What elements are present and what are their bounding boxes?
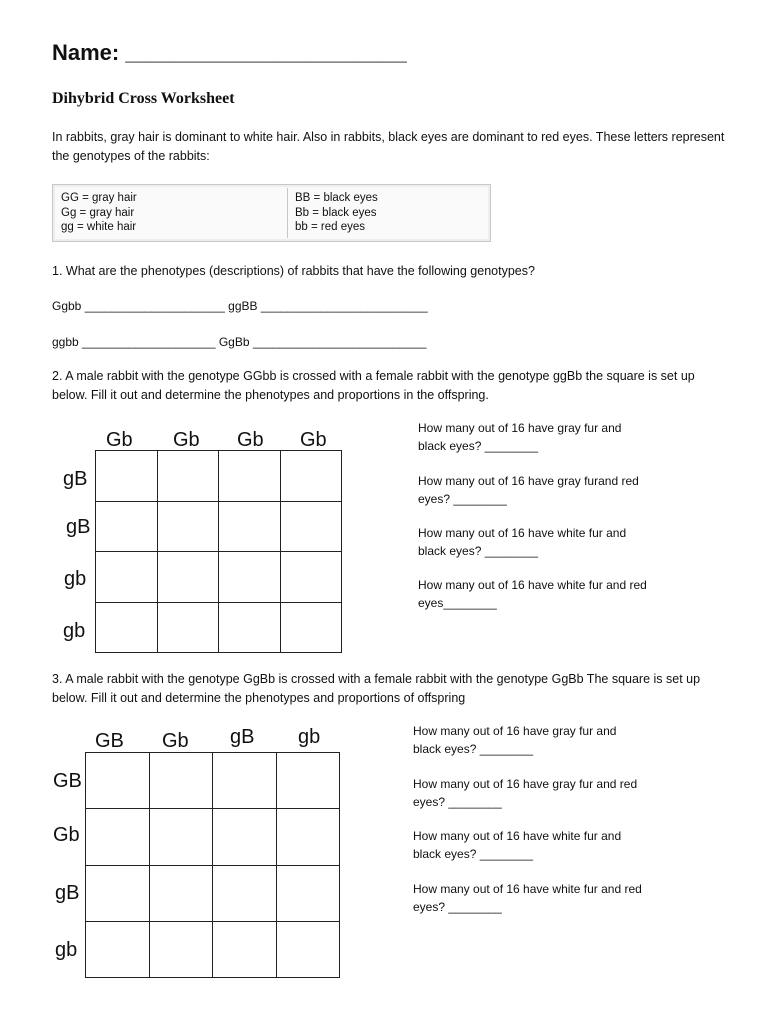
grid-cell[interactable] — [276, 809, 340, 865]
q3-count-question[interactable]: How many out of 16 have white fur and red eyes? ________ — [413, 882, 642, 914]
grid-cell[interactable] — [86, 921, 150, 977]
grid-cell[interactable] — [157, 552, 219, 603]
grid-cell[interactable] — [276, 865, 340, 921]
grid-cell[interactable] — [213, 865, 277, 921]
q2-count-question[interactable]: How many out of 16 have white fur and red eyes________ — [418, 578, 647, 610]
q2-side-allele: gb — [64, 568, 87, 590]
eyes-key — [295, 191, 378, 235]
q2-side-allele: gb — [63, 620, 86, 642]
q3-count-question[interactable]: How many out of 16 have white fur and black eyes? ________ — [413, 829, 622, 861]
hair-key-item: gg = white hair — [61, 221, 137, 233]
grid-cell[interactable] — [86, 865, 150, 921]
grid-cell[interactable] — [280, 501, 342, 552]
grid-cell[interactable] — [219, 602, 281, 653]
hair-key-item: Gg = gray hair — [61, 206, 135, 219]
grid-cell[interactable] — [157, 501, 219, 552]
q2-top-allele: Gb — [300, 429, 327, 451]
q3-count-question[interactable]: How many out of 16 have gray fur and red eyes? ________ — [413, 777, 638, 809]
question-2: 2. A male rabbit with the genotype GGbb is crossed with a female rabbit with the genotype ggBb the square is set up below. Fill it out and determine the phenotypes and proportions in the offspring. — [52, 369, 695, 402]
grid-cell[interactable] — [213, 921, 277, 977]
q2-count-question[interactable]: How many out of 16 have gray furand red eyes? ________ — [418, 474, 639, 506]
q3-count-question[interactable]: How many out of 16 have gray fur and black eyes? ________ — [413, 724, 617, 756]
grid-cell[interactable] — [86, 753, 150, 809]
q1-answer-row-1[interactable]: Ggbb _____________________ ggBB _________________________ — [52, 299, 428, 313]
q3-top-allele: Gb — [162, 730, 189, 752]
grid-cell[interactable] — [96, 552, 158, 603]
q3-side-allele: Gb — [53, 824, 80, 846]
grid-cell[interactable] — [149, 921, 213, 977]
q2-top-allele: Gb — [173, 429, 200, 451]
grid-cell[interactable] — [213, 753, 277, 809]
grid-cell[interactable] — [280, 602, 342, 653]
grid-cell[interactable] — [219, 451, 281, 502]
grid-cell[interactable] — [149, 753, 213, 809]
eyes-key-item: bb = red eyes — [295, 221, 366, 233]
grid-cell[interactable] — [276, 753, 340, 809]
question-1: 1. What are the phenotypes (descriptions) of rabbits that have the following genotypes? — [52, 264, 535, 278]
intro-text: In rabbits, gray hair is dominant to white hair. Also in rabbits, black eyes are dominant to red eyes. These letters represent the genotypes of the rabbits: — [52, 130, 725, 163]
q2-count-question[interactable]: How many out of 16 have white fur and black eyes? ________ — [418, 526, 627, 558]
grid-cell[interactable] — [149, 865, 213, 921]
q2-top-allele: Gb — [237, 429, 264, 451]
grid-cell[interactable] — [219, 552, 281, 603]
grid-cell[interactable] — [96, 451, 158, 502]
q3-side-allele: gb — [55, 939, 78, 961]
q2-grid — [95, 450, 342, 653]
grid-cell[interactable] — [276, 921, 340, 977]
grid-cell[interactable] — [157, 602, 219, 653]
grid-cell[interactable] — [280, 552, 342, 603]
q3-top-allele: gB — [230, 726, 255, 748]
grid-cell[interactable] — [86, 809, 150, 865]
q3-top-allele: GB — [95, 730, 124, 752]
grid-cell[interactable] — [157, 451, 219, 502]
q3-top-allele: gb — [298, 726, 321, 748]
grid-cell[interactable] — [280, 451, 342, 502]
worksheet-title: Dihybrid Cross Worksheet — [52, 90, 235, 107]
q3-side-allele: gB — [55, 882, 80, 904]
grid-cell[interactable] — [96, 602, 158, 653]
q2-side-allele: gB — [63, 468, 88, 490]
q3-grid — [85, 752, 340, 978]
q2-side-allele: gB — [66, 516, 91, 538]
key-divider — [287, 188, 288, 238]
question-3: 3. A male rabbit with the genotype GgBb is crossed with a female rabbit with the genotype GgBb The square is set up below. Fill it out and determine the phenotypes and proportions of offspring — [52, 672, 701, 705]
grid-cell[interactable] — [96, 501, 158, 552]
q2-top-allele: Gb — [106, 429, 133, 451]
hair-key-item: GG = gray hair — [61, 192, 137, 204]
grid-cell[interactable] — [219, 501, 281, 552]
q2-count-question[interactable]: How many out of 16 have gray fur and black eyes? ________ — [418, 421, 622, 453]
grid-cell[interactable] — [149, 809, 213, 865]
genotype-key — [52, 184, 491, 242]
name-line: Name: _______________________ — [52, 40, 407, 65]
grid-cell[interactable] — [213, 809, 277, 865]
eyes-key-item: BB = black eyes — [295, 192, 378, 204]
eyes-key-item: Bb = black eyes — [295, 206, 377, 219]
q3-side-allele: GB — [53, 770, 82, 792]
hair-key — [61, 191, 137, 235]
q1-answer-row-2[interactable]: ggbb ____________________ GgBb __________________________ — [52, 335, 427, 349]
